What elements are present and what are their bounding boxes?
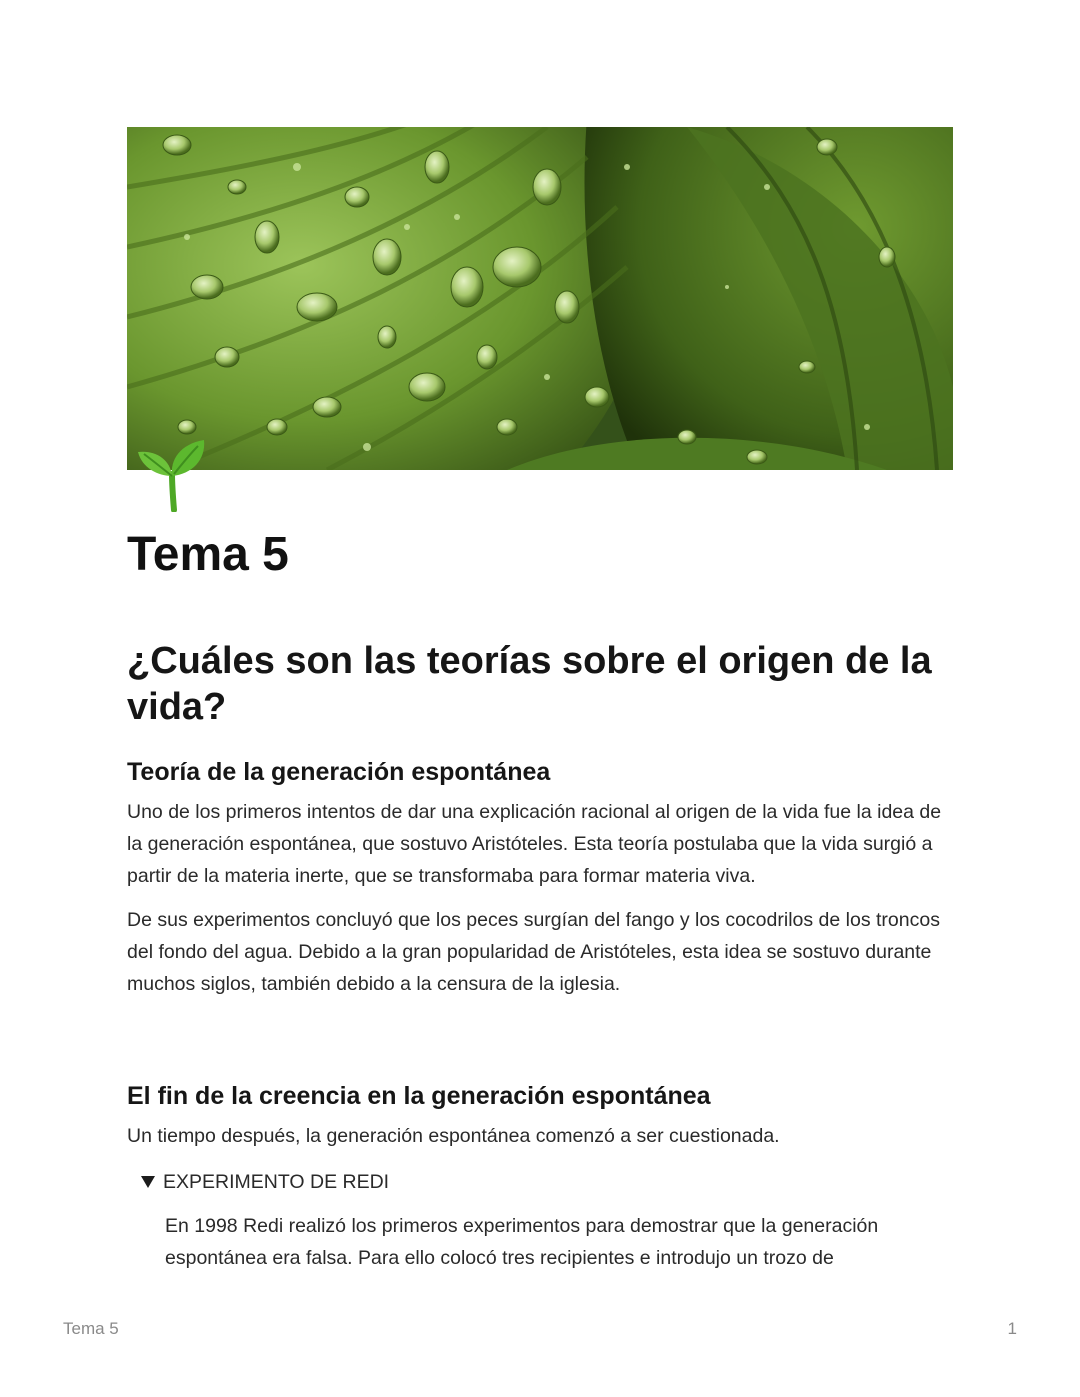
paragraph: De sus experimentos concluyó que los peces surgían del fango y los cocodrilos de los troncos del fondo del agua. Debido a la gran popularidad de Aristóteles, esta idea se sostuvo durante muchos siglos, también debido a la censura de la iglesia.	[127, 909, 940, 995]
main-heading: ¿Cuáles son las teorías sobre el origen de la vida?	[127, 640, 932, 728]
document-body	[127, 520, 957, 1274]
toggle-label: EXPERIMENTO DE REDI	[163, 1171, 390, 1193]
toggle-content: En 1998 Redi realizó los primeros experimentos para demostrar que la generación espontánea era falsa. Para ello colocó tres recipientes e introdujo un trozo de	[165, 1215, 879, 1269]
seedling-icon	[132, 436, 210, 512]
page-title: Tema 5	[127, 528, 289, 581]
triangle-down-icon[interactable]	[141, 1176, 155, 1188]
section-heading-generacion-espontanea: Teoría de la generación espontánea	[127, 758, 551, 786]
page-number: 1	[1007, 1319, 1017, 1338]
paragraph: Uno de los primeros intentos de dar una explicación racional al origen de la vida fue la idea de la generación espontánea, que sostuvo Aristóteles. Esta teoría postulaba que la vida surgió a partir de la materia inerte, que se transformaba para formar materia viva.	[127, 801, 942, 887]
toggle-experimento-redi[interactable]	[141, 1166, 957, 1198]
cover-image	[127, 127, 953, 470]
section-heading-fin-creencia: El fin de la creencia en la generación espontánea	[127, 1082, 711, 1110]
footer-title: Tema 5	[63, 1319, 119, 1338]
paragraph: Un tiempo después, la generación espontánea comenzó a ser cuestionada.	[127, 1125, 780, 1147]
